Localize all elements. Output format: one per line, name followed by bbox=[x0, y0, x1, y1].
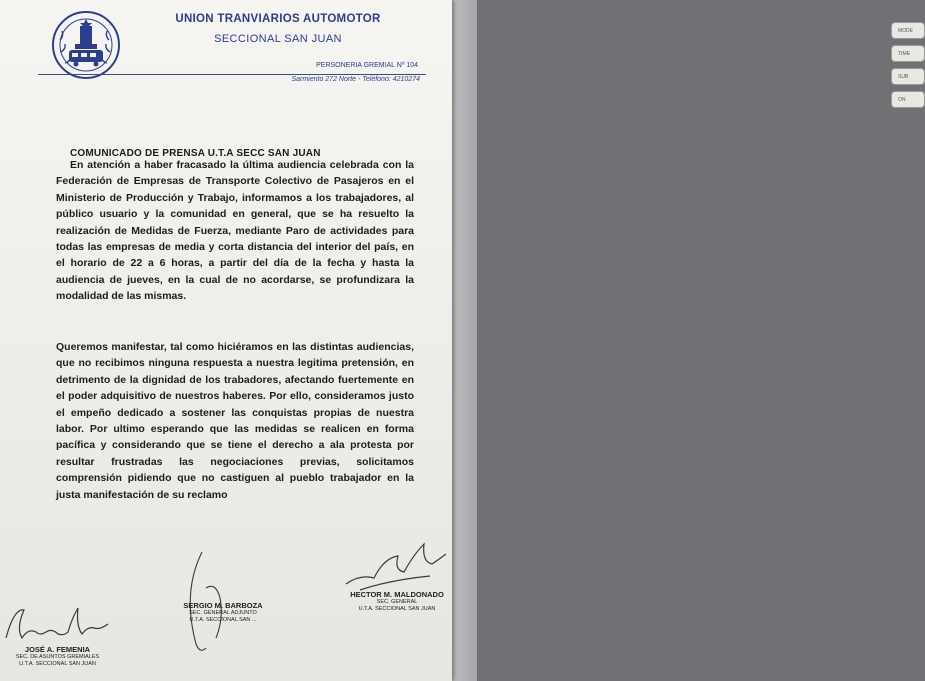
signature-block-femenia bbox=[10, 646, 105, 667]
signature-block-maldonado bbox=[342, 591, 452, 612]
paragraph-1: En atención a haber fracasado la última audiencia celebrada con la Federación de Empresas de Transporte Colectivo de Pasajeros en el Ministerio de Producción y Trabajo, informamos a los trabajadores, al público usuario y la comunidad en general, que se ha resuelto la realización de Medidas de Fuerza, mediante Paro de actividades para todas las empresas de media y corta distancia del interior del país, en el horario de 22 a 6 horas, a partir del día de la fecha y hasta la audiencia de jueves, en la cual de no acordarse, se profundizara la modalidad de las mismas. bbox=[56, 159, 414, 303]
address: Sarmiento 272 Norte - Teléfono: 4210274 bbox=[291, 76, 420, 83]
signer-org: U.T.A. SECCIONAL SAN JUAN bbox=[358, 605, 436, 612]
signature-block-barboza bbox=[168, 602, 278, 623]
calculator-key: ON bbox=[891, 91, 925, 108]
uta-emblem-icon bbox=[51, 10, 121, 80]
calculator-key: SUB bbox=[891, 68, 925, 85]
signature-femenia-icon bbox=[2, 598, 120, 648]
header-divider bbox=[38, 74, 426, 75]
signer-org: U.T.A. SECCIONAL SAN JUAN bbox=[19, 660, 96, 667]
signer-name: SERGIO M. BARBOZA bbox=[183, 601, 263, 610]
paragraph-2: Queremos manifestar, tal como hiciéramos en las distintas audiencias, que no recibimos ninguna respuesta a nuestra legitima pretensión, en detrimento de la dignidad de los trabadores, afectando fuertemente en el poder adquisitivo de nuestros haberes. Por ello, consideramos justo el empeño dedicado a sostener las conquistas propias de nuestra labor. Por ultimo esperando que las medidas se realicen en forma pacífica y considerando que se tiene el derecho a ala protesta por resultar frustradas las negociaciones previas, solicitamos comprensión pidiendo que no castiguen al pueblo trabajador en la justa manifestación de su reclamo bbox=[56, 341, 414, 501]
document-title: COMUNICADO DE PRENSA U.T.A SECC SAN JUAN bbox=[70, 148, 321, 159]
signer-org: U.T.A. SECCIONAL SAN ... bbox=[189, 616, 257, 623]
calculator-key: TIME bbox=[891, 45, 925, 62]
signature-maldonado-icon bbox=[340, 538, 450, 594]
signer-name: HECTOR M. MALDONADO bbox=[350, 590, 444, 599]
calculator-key: MODE bbox=[891, 22, 925, 39]
document-page bbox=[0, 0, 452, 681]
signer-role: SEC. GENERAL bbox=[376, 599, 418, 605]
section-name: SECCIONAL SAN JUAN bbox=[214, 33, 342, 45]
signer-name: JOSÉ A. FEMENIA bbox=[24, 645, 91, 654]
signer-role: SEC. DE ASUNTOS GREMIALES bbox=[15, 654, 100, 660]
org-name: UNION TRANVIARIOS AUTOMOTOR bbox=[175, 13, 381, 25]
signer-role: SEC. GENERAL ADJUNTO bbox=[189, 610, 257, 616]
personeria-gremial: PERSONERIA GREMIAL Nº 104 bbox=[316, 62, 418, 69]
